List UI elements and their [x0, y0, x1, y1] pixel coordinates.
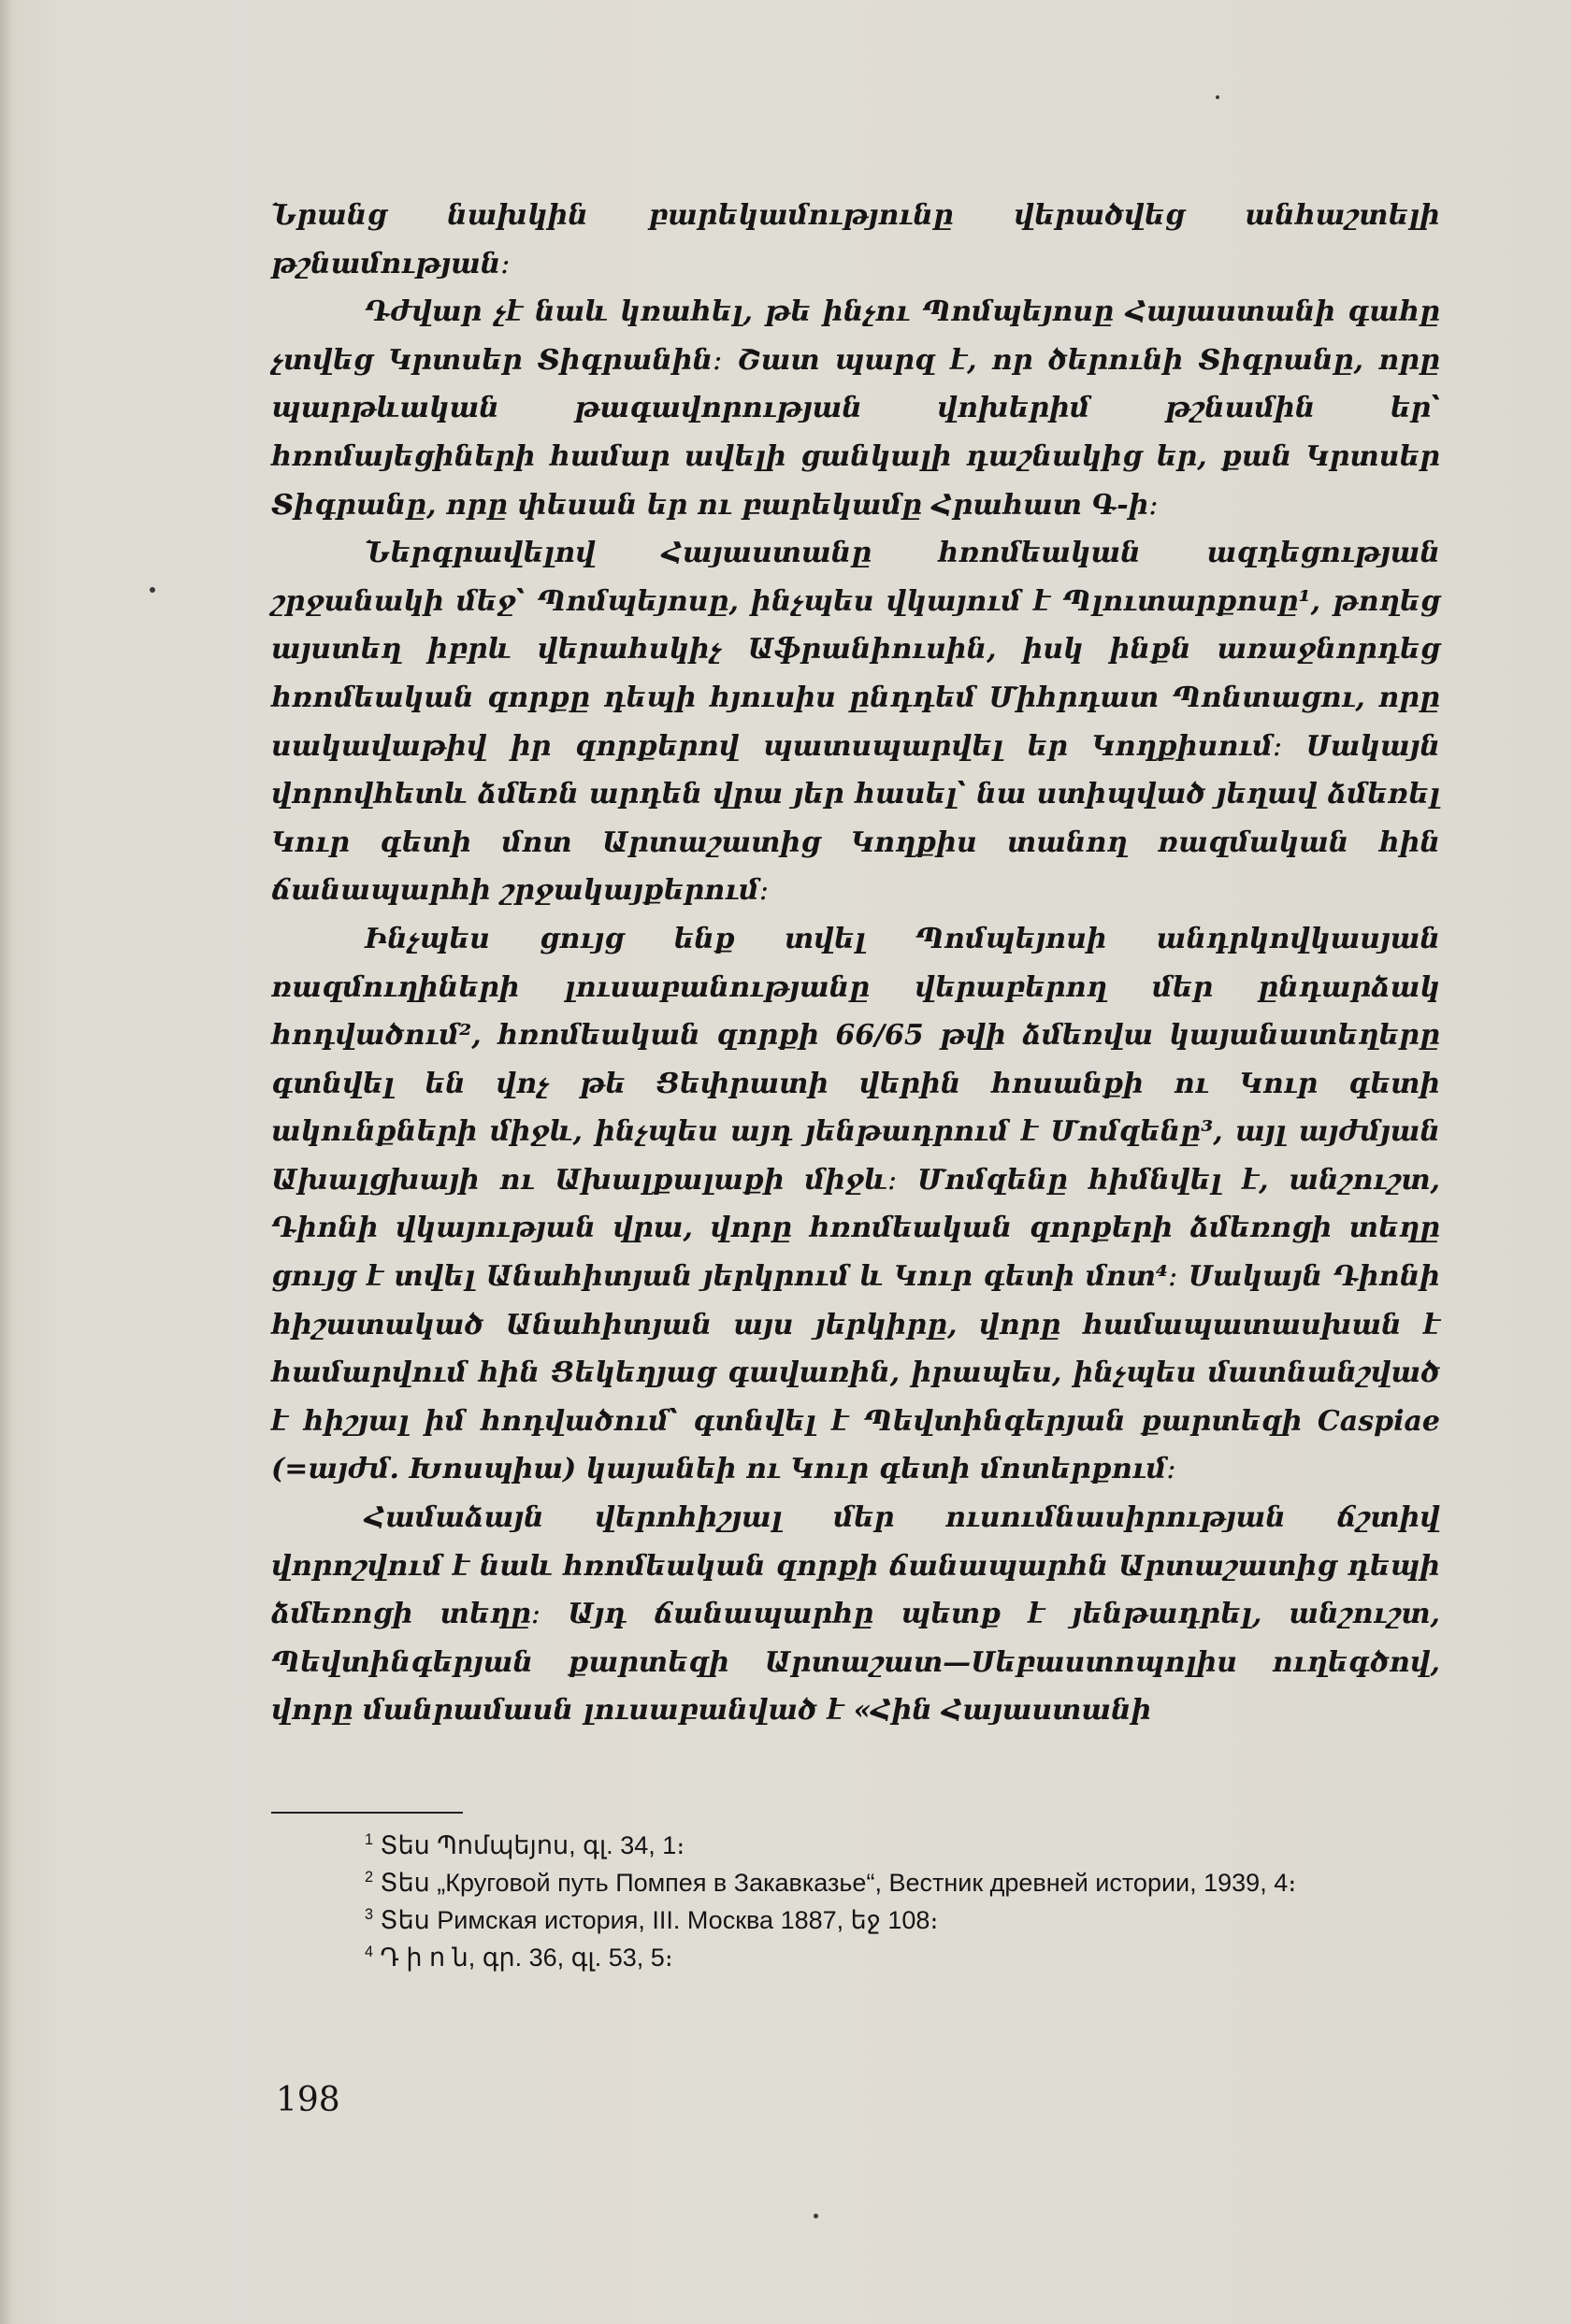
paper-speck	[1216, 95, 1219, 99]
paragraph-4: Ինչպես ցույց ենք տվել Պոմպեյոսի անդրկովկասյան ռազմուղիների լուսաբանությանը վերաբերող մեր ընդարձակ հոդվածում², հռոմեական զորքի 66/65 թվի ձմեռվա կայանատեղերը գտնվել են վոչ թե Ցեփրատի վերին հոսանքի ու Կուր գետի ակունքների միջև, ինչպես այդ յենթադրում է Մոմզենը³, այլ այժմյան Ախալցխայի ու Ախալքալաքի միջև։ Մոմզենը հիմնվել է, անշուշտ, Դիոնի վկայության վրա, վորը հռոմեական զորքերի ձմեռոցի տեղը ցույց է տվել Անահիտյան յերկրում և Կուր գետի մոտ⁴։ Սակայն Դիոնի հիշատակած Անահիտյան այս յերկիրը, վորը համապատասխան է համարվում հին Ցեկեղյաց գավառին, իրապես, ինչպես մատնանշված է հիշյալ իմ հոդվածում՝ գտնվել է Պեվտինգերյան քարտեզի Caspiae (=այժմ. Խոսպիա) կայանեի ու Կուր գետի մոտերքում։	[271, 922, 1440, 1486]
page-number: 198	[276, 2081, 340, 2119]
footnote-1	[271, 1827, 1440, 1864]
paper-speck	[814, 2214, 818, 2218]
paragraph-3: Ներգրավելով Հայաստանը հռոմեական ազդեցության շրջանակի մեջ՝ Պոմպեյոսը, ինչպես վկայում է Պլուտարքոսը¹, թողեց այստեղ իբրև վերահսկիչ Աֆրանիուսին, իսկ ինքն առաջնորդեց հռոմեական զորքը դեպի հյուսիս ընդդեմ Միհրդատ Պոնտացու, որը սակավաթիվ իր զորքերով պատսպարվել եր Կողքիսում։ Սակայն վորովհետև ձմեռն արդեն վրա յեր հասել՝ նա ստիպված յեղավ ձմեռել Կուր գետի մոտ Արտաշատից Կողքիս տանող ռազմական հին ճանապարհի շրջակայքերում։	[271, 537, 1440, 908]
footnote-rule	[271, 1812, 463, 1814]
footnote-marker: 4	[365, 1944, 374, 1960]
footnote-marker: 3	[365, 1906, 374, 1923]
footnote-2	[271, 1864, 1440, 1901]
paragraph-5: Համաձայն վերոհիշյալ մեր ուսումնասիրության ճշտիվ վորոշվում է նաև հռոմեական զորքի ճանապարհն Արտաշատից դեպի ձմեռոցի տեղը։ Այդ ճանապարհը պետք է յենթադրել, անշուշտ, Պեվտինգերյան քարտեզի Արտաշատ—Սեբաստոպոլիս ուղեգծով, վորը մանրամասն լուսաբանված է «Հին Հայաստանի	[271, 1501, 1440, 1728]
paragraph-1: Նրանց նախկին բարեկամությունը վերածվեց անհաշտելի թշնամության։	[271, 199, 1440, 280]
main-text	[271, 192, 1440, 1735]
footnotes	[271, 1812, 1440, 1976]
footnote-marker: 1	[365, 1831, 374, 1848]
footnote-text: Դ ի ո ն, գր. 36, գլ. 53, 5։	[380, 1944, 673, 1972]
footnote-marker: 2	[365, 1869, 374, 1886]
footnote-text: Տես „Круговой путь Помпея в Закавказье“, Вестник древней истории, 1939, 4։	[380, 1869, 1297, 1897]
paper-speck	[150, 587, 155, 593]
footnote-text: Տես Римская история, III. Москва 1887, եջ 108։	[380, 1906, 939, 1934]
footnote-text: Տես Պոմպեյոս, գլ. 34, 1։	[380, 1831, 685, 1859]
paragraph-2: Դժվար չէ նաև կռահել, թե ինչու Պոմպեյոսը Հայաստանի գահը չտվեց Կրտսեր Տիգրանին։ Շատ պարզ է, որ ծերունի Տիգրանը, որը պարթևական թագավորության վոխերիմ թշնամին եր՝ հռոմայեցիների համար ավելի ցանկալի դաշնակից եր, քան Կրտսեր Տիգրանը, որը փեսան եր ու բարեկամը Հրահատ Գ-ի։	[271, 295, 1440, 522]
footnote-4	[271, 1939, 1440, 1976]
footnote-3	[271, 1901, 1440, 1939]
